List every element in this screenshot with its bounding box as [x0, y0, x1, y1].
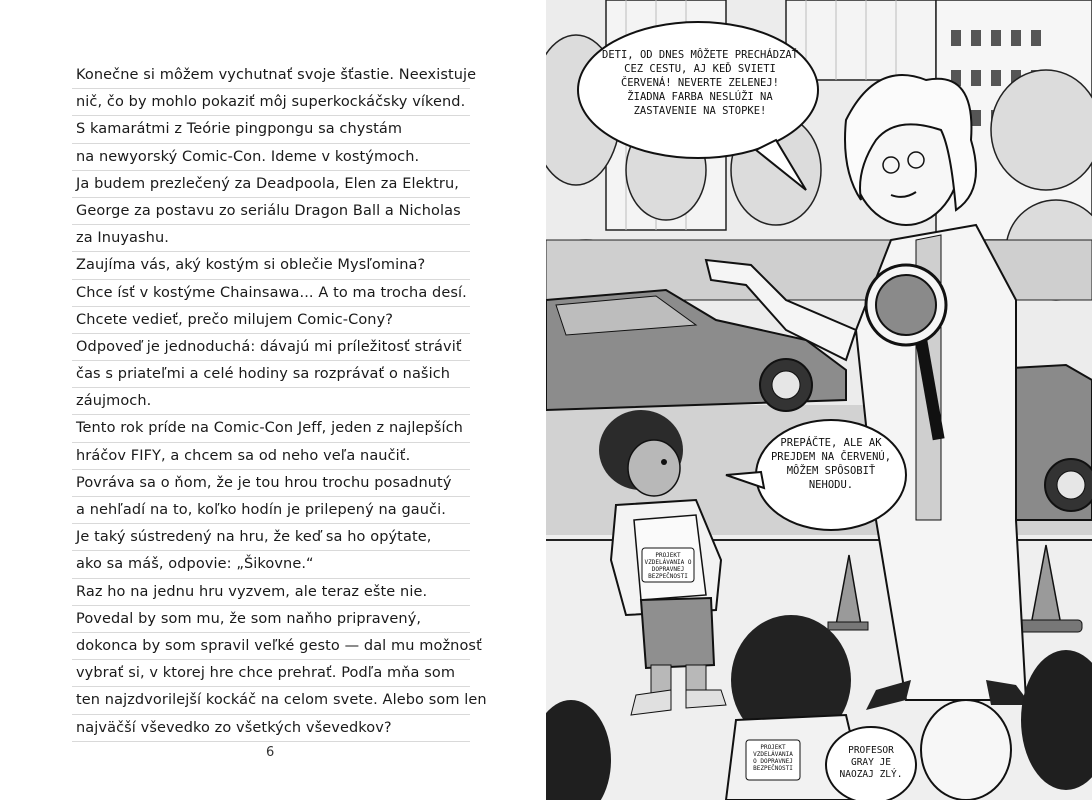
text-line: nič, čo by mohlo pokaziť môj superkockáčsky víkend. [72, 89, 470, 116]
text-line: Odpoveď je jednoduchá: dávajú mi príležitosť stráviť [72, 334, 470, 361]
page-number: 6 [266, 745, 275, 760]
text-line: Tento rok príde na Comic-Con Jeff, jeden z najlepších [72, 415, 470, 442]
text-line: George za postavu zo seriálu Dragon Ball a Nicholas [72, 198, 470, 225]
text-line: ten najzdvorilejší kockáč na celom svete. Alebo som len [72, 687, 470, 714]
text-line: záujmoch. [72, 388, 470, 415]
boy-speech: PREPÁČTE, ALE AK PREJDEM NA ČERVENÚ, MÔŽEM SPÔSOBIŤ NEHODU. [770, 437, 892, 491]
text-line: a nehľadí na to, koľko hodín je prilepený na gauči. [72, 497, 470, 524]
text-line: Chcete vedieť, prečo milujem Comic-Cony? [72, 307, 470, 334]
text-line: Raz ho na jednu hru vyzvem, ale teraz ešte nie. [72, 579, 470, 606]
text-line: Chce ísť v kostýme Chainsawa... A to ma trocha desí. [72, 280, 470, 307]
text-line: Je taký sústredený na hru, že keď sa ho opýtate, [72, 524, 470, 551]
illustration-page [546, 0, 1092, 800]
text-line: ako sa máš, odpovie: „Šikovne.“ [72, 551, 470, 578]
safety-sign-text-2: PROJEKT VZDELÁVANIA O DOPRAVNEJ BEZPEČNOSTI [753, 744, 793, 772]
safety-sign-text: PROJEKT VZDELÁVANIA O DOPRAVNEJ BEZPEČNOSTI [644, 552, 692, 580]
text-lines [72, 62, 487, 742]
text-line: Zaujíma vás, aký kostým si oblečie Mysľomina? [72, 252, 470, 279]
text-line: S kamarátmi z Teórie pingpongu sa chystám [72, 116, 470, 143]
text-line: dokonca by som spravil veľké gesto — dal mu možnosť [72, 633, 470, 660]
text-line: vybrať si, v ktorej hre chce prehrať. Podľa mňa som [72, 660, 470, 687]
text-line: za Inuyashu. [72, 225, 470, 252]
teacher-speech: DETI, OD DNES MÔŽETE PRECHÁDZAŤ CEZ CESTU, AJ KEĎ SVIETI ČERVENÁ! NEVERTE ZELENEJ! ŽIADNA FARBA NESLÚŽI NA ZASTAVENIE NA STOPKE! [602, 49, 798, 117]
comic-illustration [546, 0, 1092, 800]
text-line: najväčší vševedko zo všetkých vševedkov? [72, 715, 470, 742]
text-line: čas s priateľmi a celé hodiny sa rozprávať o našich [72, 361, 470, 388]
text-line: hráčov FIFY, a chcem sa od neho veľa naučiť. [72, 443, 470, 470]
text-line: na newyorský Comic-Con. Ideme v kostýmoch. [72, 144, 470, 171]
text-line: Povedal by som mu, že som naňho pripravený, [72, 606, 470, 633]
kid-speech: PROFESOR GRAY JE NAOZAJ ZLÝ. [839, 745, 903, 780]
text-line: Povráva sa o ňom, že je tou hrou trochu posadnutý [72, 470, 470, 497]
text-line: Ja budem prezlečený za Deadpoola, Elen za Elektru, [72, 171, 470, 198]
text-line: Konečne si môžem vychutnať svoje šťastie. Neexistuje [72, 62, 470, 89]
